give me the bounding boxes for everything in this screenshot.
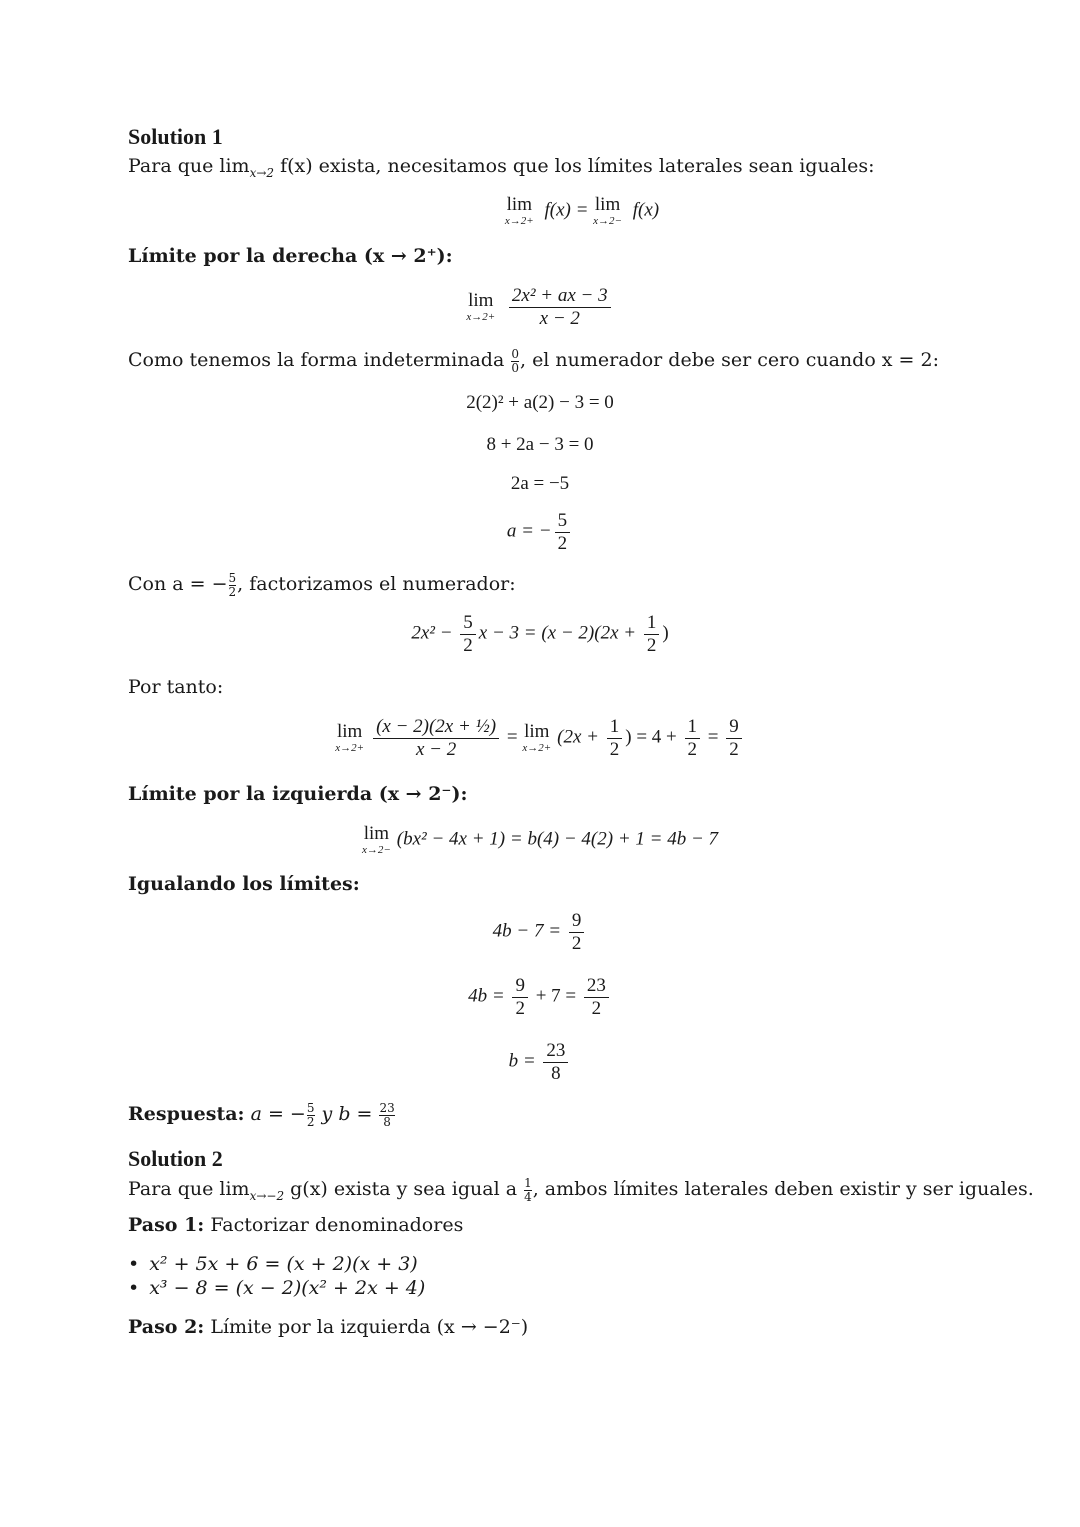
- step-1: 2(2)² + a(2) − 3 = 0: [466, 392, 614, 413]
- left-limit-expression: lim x→2− (bx² − 4x + 1) = b(4) − 4(2) + 1 = 4b − 7: [361, 823, 719, 856]
- factorization: 2x² − $\frac{5}{2}$ x − 3 = (x − 2)(2x + $\frac{1}{2}$ ): [411, 612, 669, 656]
- paso-2: Paso 2: Límite por la izquierda (x → −2⁻): [128, 1316, 529, 1338]
- equation-3: b = $\frac{23}{8}$: [0, 1040, 1080, 1085]
- factor-note: Con a = − $\frac{5}{2}$ , factorizamos el numerador:: [128, 571, 516, 599]
- equation-2: 4b = $\frac{9}{2}$ + 7 = $\frac{23}{2}$: [0, 975, 1080, 1020]
- answer: Respuesta: a = − $\frac{5}{2}$ y b = $\frac{23}{8}$: [128, 1101, 395, 1129]
- solution-1-title: Solution 1: [128, 124, 223, 149]
- step-3: 2a = −5: [510, 473, 570, 494]
- factor-list: [128, 1251, 425, 1301]
- step-4: a = − $\frac{5}{2}$: [0, 510, 1080, 555]
- step-2: 8 + 2a − 3 = 0: [486, 434, 594, 455]
- limit-result: lim x→2+ $\frac{\text{(x − 2)(2x + ½)}}{x - 2}$ = lim x→2+ (2x + $\frac{1}{2}$ ) = 4 + $\frac{1}{2}$ = $\frac{9}{2}$: [0, 716, 1080, 761]
- equation-1: 4b − 7 = $\frac{9}{2}$: [0, 910, 1080, 955]
- solution-2-title: Solution 2: [128, 1146, 223, 1171]
- solution-2-intro: Para que $\lim_{x\to-2} g(x)$ exista y sea igual a $\frac{1}{4}$ , ambos límites laterales deben existir y ser iguales.: [128, 1176, 1034, 1204]
- left-limit-heading: Límite por la izquierda (x → 2⁻):: [128, 783, 468, 805]
- indeterminate-note: Como tenemos la forma indeterminada $\frac{0}{0}$ , el numerador debe ser cero cuando x = 2:: [128, 347, 939, 375]
- solution-1-intro: Para que $\lim_{x\to 2} f(x)$ exista, necesitamos que los límites laterales sean iguales:: [128, 155, 875, 180]
- right-limit-heading: Límite por la derecha (x → 2⁺):: [128, 245, 453, 267]
- paso-1: Paso 1: Factorizar denominadores: [128, 1214, 464, 1236]
- por-tanto: Por tanto:: [128, 676, 224, 698]
- equal-limits-heading: Igualando los límites:: [128, 873, 360, 895]
- list-item: • x² + 5x + 6 = (x + 2)(x + 3): [128, 1253, 425, 1275]
- right-limit-expression: lim x→2+ $\frac{\text{2x² + ax − 3}}{x - 2}$: [0, 285, 1080, 330]
- list-item: • x³ − 8 = (x − 2)(x² + 2x + 4): [128, 1277, 425, 1299]
- lateral-limits-equation: lim x→2+ f(x) = lim x→2− f(x): [504, 194, 660, 227]
